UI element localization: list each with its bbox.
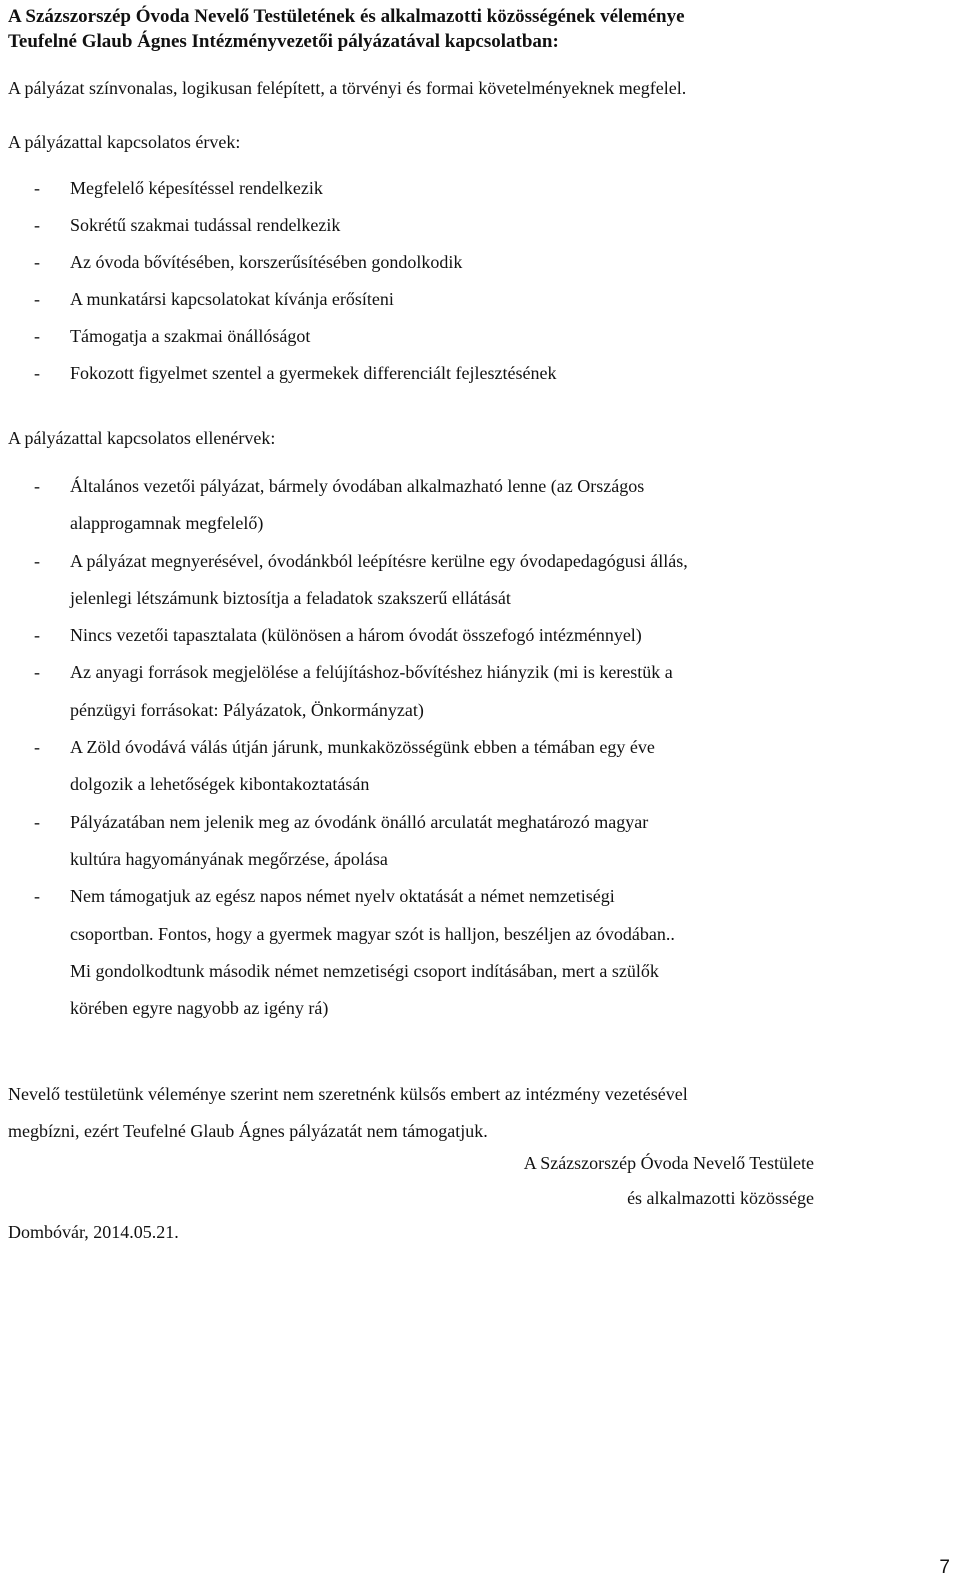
cons-title: A pályázattal kapcsolatos ellenérvek: [8,428,276,448]
closing-line-1: Nevelő testületünk véleménye szerint nem szeretnénk külsős embert az intézmény vezetésével [8,1084,688,1104]
cons-item [0,729,688,804]
cons-item-line: - A Zöld óvodává válás útján járunk, munkaközösségünk ebben a témában egy éve [70,737,655,758]
pros-item: - Az óvoda bővítésében, korszerűsítésében gondolkodik [0,244,556,281]
pros-item: - Fokozott figyelmet szentel a gyermekek differenciált fejlesztésének [0,355,556,392]
cons-item [0,543,688,618]
signature-line-2: és alkalmazotti közössége [627,1188,814,1208]
cons-item-line: alapprogamnak megfelelő) [70,513,264,534]
page-number: 7 [939,1557,950,1578]
pros-list [0,170,556,392]
pros-title: A pályázattal kapcsolatos érvek: [8,132,241,152]
cons-item-line: dolgozik a lehetőségek kibontakoztatásán [70,774,370,795]
heading-line-1: A Százszorszép Óvoda Nevelő Testületének és alkalmazotti közösségének véleménye [8,6,685,27]
cons-item [0,468,688,543]
cons-item-line: jelenlegi létszámunk biztosítja a feladatok szakszerű ellátását [70,587,511,608]
cons-item-line: - Általános vezetői pályázat, bármely óvodában alkalmazható lenne (az Országos [70,476,645,496]
cons-item [0,654,688,729]
cons-item-line: csoportban. Fontos, hogy a gyermek magyar szót is halljon, beszéljen az óvodában.. [70,923,675,944]
cons-item [0,804,688,879]
pros-item: - Támogatja a szakmai önállóságot [0,318,556,355]
cons-item-line: körében egyre nagyobb az igény rá) [70,998,329,1019]
pros-item: - A munkatársi kapcsolatokat kívánja erősíteni [0,281,556,318]
cons-item-line: - Az anyagi források megjelölése a felújításhoz-bővítéshez hiányzik (mi is kerestük a [70,662,673,683]
signature-line-1: A Százszorszép Óvoda Nevelő Testülete [523,1153,814,1173]
closing-line-2: megbízni, ezért Teufelné Glaub Ágnes pályázatát nem támogatjuk. [8,1121,488,1141]
cons-item [0,878,688,1027]
cons-item-line: - Nincs vezetői tapasztalata (különösen a három óvodát összefogó intézménnyel) [70,625,642,646]
intro-paragraph: A pályázat színvonalas, logikusan felépített, a törvényi és formai követelményeknek megfelel. [8,78,687,98]
pros-item: - Sokrétű szakmai tudással rendelkezik [0,207,556,244]
document-date: Dombóvár, 2014.05.21. [8,1222,179,1242]
cons-item-line: kultúra hagyományának megőrzése, ápolása [70,848,388,869]
cons-item-line: pénzügyi forrásokat: Pályázatok, Önkormányzat) [70,699,424,720]
cons-list [0,468,688,1027]
pros-item: - Megfelelő képesítéssel rendelkezik [0,170,556,207]
cons-item-line: - A pályázat megnyerésével, óvodánkból leépítésre kerülne egy óvodapedagógusi állás, [70,550,688,571]
cons-item-line: - Nem támogatjuk az egész napos német nyelv oktatását a német nemzetiségi [70,886,615,907]
cons-item [0,617,688,654]
document-heading [8,4,685,54]
heading-line-2: Teufelné Glaub Ágnes Intézményvezetői pályázatával kapcsolatban: [8,31,559,52]
cons-item-line: Mi gondolkodtunk második német nemzetiségi csoport indításában, mert a szülők [70,960,659,981]
closing-paragraph [8,1076,688,1150]
signature-block [524,1146,814,1216]
cons-item-line: - Pályázatában nem jelenik meg az óvodánk önálló arculatát meghatározó magyar [70,811,649,832]
